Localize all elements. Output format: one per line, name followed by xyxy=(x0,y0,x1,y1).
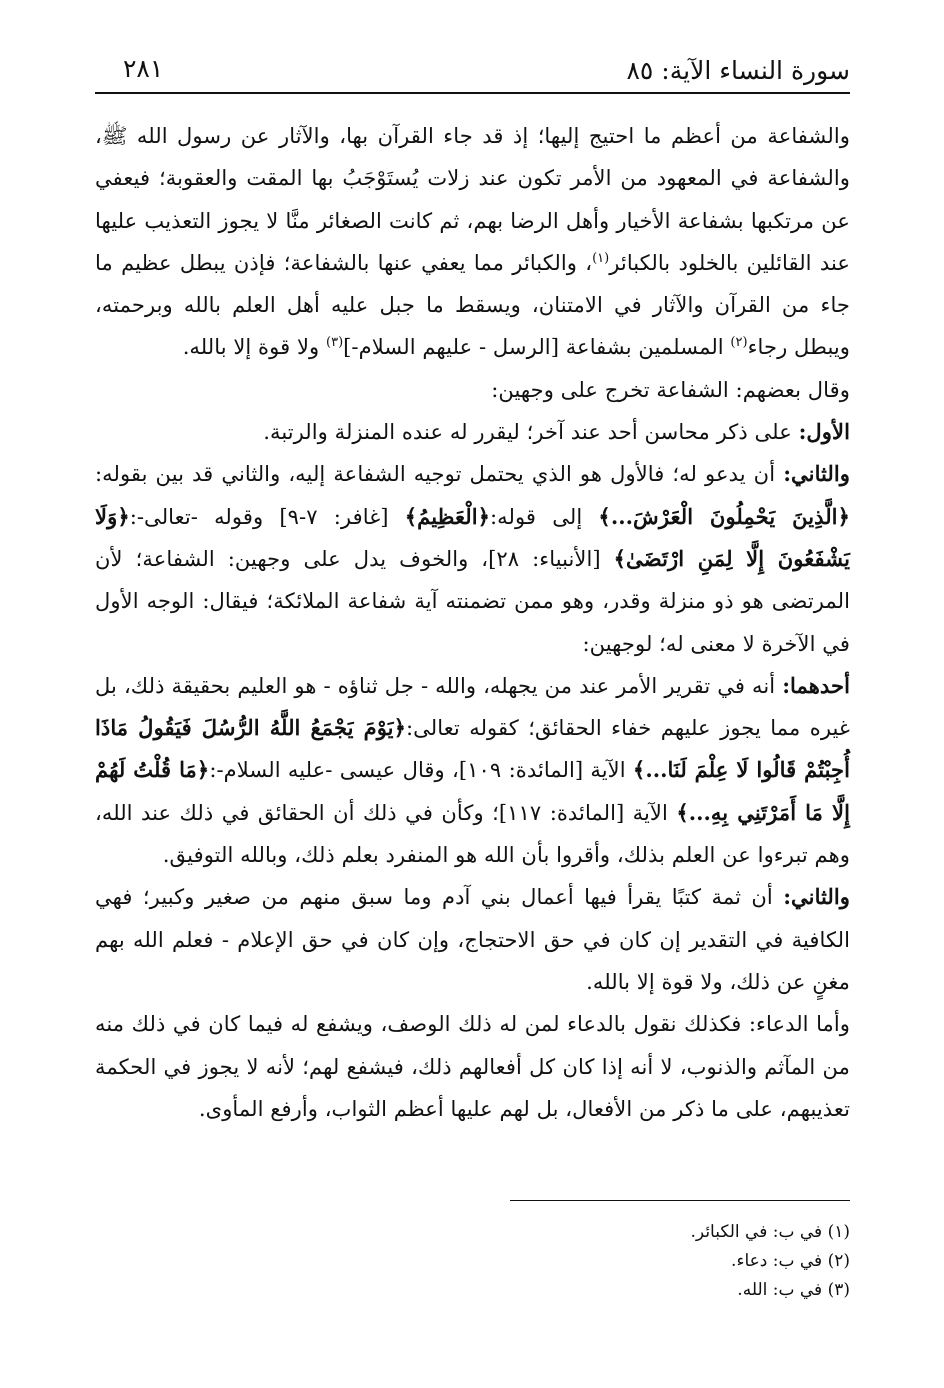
footnote-1: (١) في ب: في الكبائر. xyxy=(690,1222,850,1242)
quran-quote-2: ﴿الْعَظِيمُ﴾ xyxy=(404,503,491,529)
footnote-divider xyxy=(510,1200,850,1201)
paragraph-4-lead: والثاني: xyxy=(783,461,850,487)
paragraph-2 xyxy=(95,369,850,411)
paragraph-1-text: والشفاعة من أعظم ما احتيج إليها؛ إذ قد جاء القرآن بها، والآثار عن رسول الله ﷺ، والشفاعة في المعهود من الأمر تكون عند زلات يُستَوْجَبُ بها المقت والعقوبة؛ فيعفي عن مرتكبها بشفاعة الأخيار وأهل الرضا بهم، ثم كانت الصغائر منَّا لا يجوز التعذيب عليها عند القائلين بالخلود بالكبائر xyxy=(95,123,850,275)
paragraph-3-lead: الأول: xyxy=(798,419,850,445)
page-number: ٢٨١ xyxy=(123,54,164,83)
paragraph-5 xyxy=(95,665,850,876)
main-text xyxy=(95,115,850,1130)
surah-title: سورة النساء الآية: ٨٥ xyxy=(626,56,850,85)
paragraph-5-mid-1: الآية [المائدة: ١٠٩]، وقال عيسى -عليه السلام-: xyxy=(209,757,633,783)
paragraph-3-text: على ذكر محاسن أحد عند آخر؛ ليقرر له عنده المنزلة والرتبة. xyxy=(263,419,799,445)
paragraph-1-end: ولا قوة إلا بالله. xyxy=(182,334,327,360)
quran-quote-5: ﴿مَا قُلْتُ لَهُمْ إِلَّا مَا أَمَرْتَنِي بِهِ...﴾ xyxy=(95,757,850,825)
paragraph-4-text: أن يدعو له؛ فالأول هو الذي يحتمل توجيه الشفاعة إليه، والثاني قد بين بقوله: xyxy=(95,461,784,487)
paragraph-4-mid-1: إلى قوله: xyxy=(490,503,599,529)
paragraph-7 xyxy=(95,1003,850,1130)
paragraph-1 xyxy=(95,115,850,369)
footnote-2: (٢) في ب: دعاء. xyxy=(731,1251,850,1271)
footnotes xyxy=(95,1218,850,1305)
paragraph-5-lead: أحدهما: xyxy=(782,672,850,698)
paragraph-6 xyxy=(95,876,850,1003)
footnote-ref-1: (١) xyxy=(592,250,610,266)
paragraph-5-text: أنه في تقرير الأمر عند من يجهله، والله - جل ثناؤه - هو العليم بحقيقة ذلك، بل غيره مما يجوز عليهم خفاء الحقائق؛ كقوله تعالى: xyxy=(95,672,850,741)
quran-quote-3: ﴿وَلَا يَشْفَعُونَ إِلَّا لِمَنِ ارْتَضَىٰ﴾ xyxy=(95,503,850,571)
paragraph-6-text: أن ثمة كتبًا يقرأ فيها أعمال بني آدم وما سبق منهم من صغير وكبير؛ فهي الكافية في التقدير إن كان في حق الاحتجاج، وإن كان في حق الإعلام - فعلم الله بهم مغنٍ عن ذلك، ولا قوة إلا بالله. xyxy=(95,884,850,994)
paragraph-3 xyxy=(95,411,850,453)
page-header xyxy=(95,52,850,94)
paragraph-4 xyxy=(95,453,850,664)
footnote-3: (٣) في ب: الله. xyxy=(737,1280,850,1300)
paragraph-1-continued: ، والكبائر مما يعفي عنها بالشفاعة؛ فإذن يبطل عظيم ما جاء من القرآن والآثار في الامتنان، ويسقط ما جبل عليه أهل العلم بالله وبرحمته، ويبطل رجاء xyxy=(95,249,850,360)
paragraph-4-mid-2: [غافر: ٧-٩] وقوله -تعالى-: xyxy=(129,503,405,529)
quran-quote-1: ﴿الَّذِينَ يَحْمِلُونَ الْعَرْشَ...﴾ xyxy=(598,503,850,529)
paragraph-6-lead: والثاني: xyxy=(783,884,850,910)
footnote-ref-3: (٣) xyxy=(326,335,344,351)
paragraph-2-text: وقال بعضهم: الشفاعة تخرج على وجهين: xyxy=(491,376,850,402)
paragraph-7-text: وأما الدعاء: فكذلك نقول بالدعاء لمن له ذلك الوصف، ويشفع له فيما كان في ذلك منه من المآثم والذنوب، لا أنه إذا كان كل أفعالهم ذلك، فيشفع لهم؛ لأنه لا يجوز في الحكمة تعذيبهم، على ما ذكر من الأفعال، بل لهم عليها أعظم الثواب، وأرفع المأوى. xyxy=(95,1011,850,1121)
footnote-ref-2: (٢) xyxy=(730,335,748,351)
quran-quote-4: ﴿يَوْمَ يَجْمَعُ اللَّهُ الرُّسُلَ فَيَقُولُ مَاذَا أُجِبْتُمْ قَالُوا لَا عِلْمَ لَنَا...﴾ xyxy=(95,715,850,783)
paragraph-4-mid-3: [الأنبياء: ٢٨]، والخوف يدل على وجهين: الشفاعة؛ لأن المرتضى هو ذو منزلة وقدر، وهو ممن تضمنته آية شفاعة الملائكة؛ فيقال: الوجه الأول في الآخرة لا معنى له؛ لوجهين: xyxy=(95,545,850,656)
paragraph-1-continued-b: المسلمين بشفاعة [الرسل - عليهم السلام-] xyxy=(343,334,731,360)
paragraph-5-mid-2: الآية [المائدة: ١١٧]؛ وكأن في ذلك أن الحقائق في ذلك عند الله، وهم تبرءوا عن العلم بذلك، وأقروا بأن الله هو المنفرد بعلم ذلك، وبالله التوفيق. xyxy=(95,799,850,868)
